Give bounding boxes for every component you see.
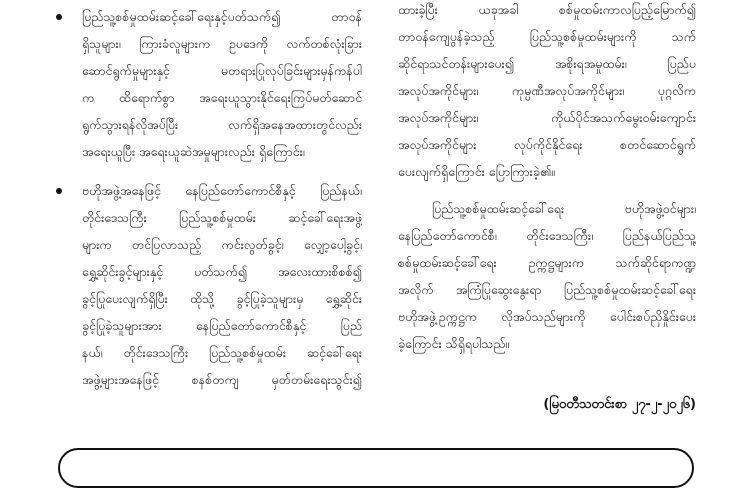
text-line: ဗဟိုအဖွဲ့ဥက္ကဋ္ဌက လိုအပ်သည်များကို ပေါင်းစပ်ညှိနှိုင်းပေး <box>398 309 696 324</box>
text-line: က ထိရောက်စွာ အရေးယူသွားနိုင်ရေးကြပ်မတ်ဆောင် <box>82 90 362 105</box>
left-column <box>52 0 362 393</box>
bullet-paragraph-2 <box>52 177 362 393</box>
text-line: နယ်၊ တိုင်းဒေသကြီး ပြည်သူ့စစ်မှုထမ်း ဆင့်ခေါ်ရေး <box>82 345 362 360</box>
text-line: ဆောင်ရွက်မှုများနှင့် မတရားပြုလုပ်ခြင်းများမှန်ကန်ပါ <box>82 63 362 78</box>
text-line: နေပြည်တော်ကောင်စီ၊ တိုင်းဒေသကြီး၊ ပြည်နယ်ပြည်သူ့ <box>398 228 696 243</box>
text-line: တိုင်းဒေသကြီး ပြည်သူ့စစ်မှုထမ်း ဆင့်ခေါ်ရေးအဖွဲ့ <box>82 210 362 225</box>
text-line: အဖွဲ့များအနေဖြင့် စနစ်တကျ မှတ်တမ်းရေးသွင်း၍ <box>82 372 362 387</box>
text-line: ထားခဲ့ပြီး ယခုအခါ စစ်မှုထမ်းကာလပြည့်မြောက်၍ <box>398 2 696 17</box>
text-line: ဗဟိုအဖွဲ့အနေဖြင့် နေပြည်တော်ကောင်စီနှင့် ပြည်နယ်၊ <box>82 183 362 198</box>
text-line: ခွင့်ပြုခဲ့သူများအား နေပြည်တော်ကောင်စီနှင့် ပြည် <box>82 318 362 333</box>
source-citation: (မြဝတီသတင်းစာ ၂၇-၂-၂၀၂၆) <box>543 397 696 412</box>
paragraph-summary <box>398 195 696 357</box>
right-column <box>398 0 696 357</box>
text-line: ခဲ့ကြောင်း သိရှိရပါသည်။ <box>398 336 510 351</box>
bullet-icon <box>56 14 62 20</box>
text-line: ခွင့်ပြုပေးလျက်ရှိပြီး ထိုသို့ ခွင့်ပြုခဲ့သူများမှ ရွှေ့ဆိုင်း <box>82 291 362 306</box>
text-line: များက တင်ပြလာသည့် ကင်းလွတ်ခွင့်၊ လျှော့ပေါ့ခွင့်၊ <box>82 237 362 252</box>
text-line: ပေးလျက်ရှိကြောင်း ပြောကြားခဲ့၏။ <box>398 164 555 179</box>
text-line: ပြည်သူ့စစ်မှုထမ်းဆင့်ခေါ်ရေး ဗဟိုအဖွဲ့ဝင်များ၊ <box>432 201 696 216</box>
text-line: ရွက်သွားရန်လိုအပ်ပြီး လက်ရှိအနေအထားတွင်လည်း <box>82 117 362 132</box>
text-line: အလုပ်အကိုင်များ လုပ်ကိုင်နိုင်ရေး စတင်ဆောင်ရွက် <box>398 137 696 152</box>
bottom-box-frame <box>58 448 694 488</box>
text-line: စစ်မှုထမ်းဆင့်ခေါ်ရေး ဥက္ကဋ္ဌများက သက်ဆိုင်ရာကဏ္ဍ <box>398 255 696 270</box>
text-line: တာဝန်ကျေပွန်ခဲ့သည့် ပြည်သူ့စစ်မှုထမ်းများကို သက် <box>398 29 696 44</box>
bullet-paragraph-1 <box>52 3 362 165</box>
text-line: အလုပ်အကိုင်များ၊ ကိုယ်ပိုင်အသက်မွေးဝမ်းကျောင်း <box>398 110 696 125</box>
text-line: အလုပ်အကိုင်များ၊ ကုမ္ပဏီအလုပ်အကိုင်များ၊ ပုဂ္ဂလိက <box>398 83 696 98</box>
text-line: ပြည်သူ့စစ်မှုထမ်းဆင့်ခေါ်ရေးနှင့်ပတ်သက်၍ တာဝန် <box>82 9 362 24</box>
bullet-icon <box>56 188 62 194</box>
text-line: ရှိသူများ၊ ကြားခံလူများက ဥပဒေကို လက်တစ်လုံးခြား <box>82 36 362 51</box>
text-line: အရေးယူပြီး အရေးယူဆဲအမှုများလည်း ရှိကြောင်း၊ <box>82 144 305 159</box>
text-line: ရွှေ့ဆိုင်းခွင့်များနှင့် ပတ်သက်၍ အလေးထားစိစစ်၍ <box>82 264 362 279</box>
paragraph-continuation <box>398 0 696 185</box>
text-line: အလိုက် အကြံပြုဆွေးနွေးရာ ပြည်သူ့စစ်မှုထမ်းဆင့်ခေါ်ရေး <box>398 282 696 297</box>
text-line: ဆိုင်ရာသင်တန်းများပေး၍ အစိုးရအမှုထမ်း၊ ပြည်ပ <box>398 56 696 71</box>
